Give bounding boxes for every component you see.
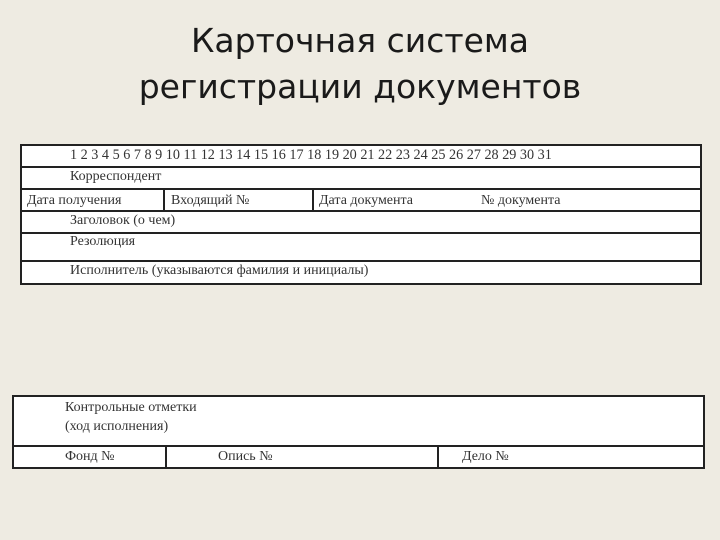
slide-title xyxy=(0,18,720,110)
control-card xyxy=(12,395,705,469)
title-line-2: регистрации документов xyxy=(138,67,582,106)
date-received-cell xyxy=(22,190,165,210)
incoming-number-field: Входящий № xyxy=(171,193,250,208)
incoming-number-cell xyxy=(165,190,314,210)
date-received-field: Дата получения xyxy=(27,193,122,208)
days-of-month: 1 2 3 4 5 6 7 8 9 10 11 12 13 14 15 16 17 18 19 20 21 22 23 24 25 26 27 28 29 30 31 xyxy=(70,147,552,163)
file-number-cell xyxy=(439,447,703,467)
document-date-cell xyxy=(314,190,476,210)
inventory-number-cell xyxy=(167,447,439,467)
days-row xyxy=(22,146,700,168)
heading-field: Заголовок (о чем) xyxy=(70,213,176,228)
archive-row xyxy=(14,447,703,467)
file-number-field: Дело № xyxy=(462,449,509,464)
document-date-field: Дата документа xyxy=(319,193,414,208)
fund-number-cell xyxy=(14,447,167,467)
control-progress-label: (ход исполнения) xyxy=(65,419,169,434)
resolution-row xyxy=(22,234,700,262)
correspondent-field: Корреспондент xyxy=(70,169,162,184)
executor-field: Исполнитель (указываются фамилия и инициалы) xyxy=(70,263,369,278)
inventory-number-field: Опись № xyxy=(218,449,273,464)
document-number-cell xyxy=(476,190,702,210)
control-marks-label: Контрольные отметки xyxy=(65,400,197,415)
dates-row xyxy=(22,190,700,212)
executor-row xyxy=(22,262,700,285)
resolution-field: Резолюция xyxy=(70,234,136,249)
registration-card xyxy=(20,144,702,285)
title-line-1: Карточная система xyxy=(190,21,530,60)
correspondent-row xyxy=(22,168,700,190)
control-marks-row xyxy=(14,397,703,447)
heading-row xyxy=(22,212,700,234)
document-number-field: № документа xyxy=(481,193,561,208)
fund-number-field: Фонд № xyxy=(65,449,115,464)
